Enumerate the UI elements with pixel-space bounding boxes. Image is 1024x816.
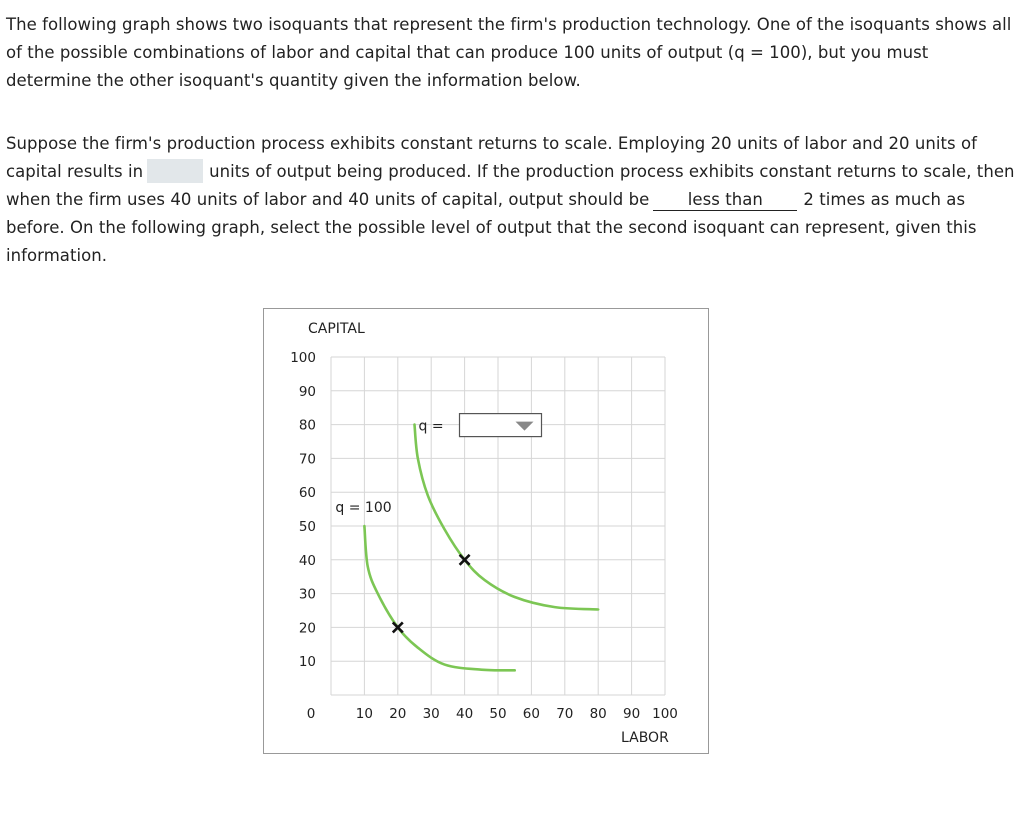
x-tick-label: 20 <box>389 706 407 722</box>
isoquant-q100-curve <box>364 526 514 670</box>
question-body <box>6 130 1016 270</box>
x-tick-label: 10 <box>355 706 373 722</box>
x-tick-label: 0 <box>306 706 316 722</box>
y-tick-label: 80 <box>298 417 316 434</box>
isoquant-chart <box>264 309 710 755</box>
isoquant-label-unknown: q = <box>418 418 444 435</box>
y-tick-label: 60 <box>298 485 316 502</box>
x-tick-label: 100 <box>652 706 678 722</box>
x-tick-label: 30 <box>422 706 440 722</box>
x-tick-label: 60 <box>522 706 540 722</box>
y-tick-label: 90 <box>298 383 316 400</box>
grid <box>331 357 665 695</box>
question-part-a: Suppose the firm's production process exhibits constant returns to scale. Employing 20 units of labor and 20 units of capital results in <box>6 134 977 181</box>
question-part-b: units of output being produced. If the production process exhibits constant returns to scale, then when the firm uses 40 units of labor and 40 units of capital, output should be <box>6 162 1015 209</box>
axis-ticks <box>290 350 678 722</box>
returns-dropdown[interactable]: less than <box>653 190 797 211</box>
y-tick-label: 100 <box>290 350 316 366</box>
y-tick-label: 10 <box>298 654 316 671</box>
x-tick-label: 50 <box>489 706 507 722</box>
x-tick-label: 70 <box>556 706 574 722</box>
y-axis-label: CAPITAL <box>308 321 365 337</box>
x-tick-label: 80 <box>589 706 607 722</box>
quantity-dropdown[interactable] <box>460 414 542 437</box>
y-tick-label: 50 <box>298 519 316 535</box>
isoquant-graph <box>263 308 709 754</box>
y-tick-label: 30 <box>298 586 316 603</box>
isoquant-curves <box>364 425 598 671</box>
output-answer-input[interactable] <box>147 159 203 183</box>
x-tick-label: 40 <box>456 706 474 722</box>
x-axis-label: LABOR <box>621 730 669 746</box>
y-tick-label: 40 <box>298 552 316 569</box>
question-intro: The following graph shows two isoquants that represent the firm's production technology. One of the isoquants shows all of the possible combinations of labor and capital that can produce 100 units of output (q = 100), but you must determine the other isoquant's quantity given the information below. <box>6 15 1012 90</box>
y-tick-label: 70 <box>298 451 316 468</box>
isoquant-label-100: q = 100 <box>335 500 392 516</box>
x-tick-label: 90 <box>623 706 641 722</box>
y-tick-label: 20 <box>298 620 316 637</box>
isoquant-unknown-curve <box>415 425 599 610</box>
question-part-c: 2 times as much as before. On the following graph, select the possible level of output that the second isoquant can represent, given this information. <box>6 190 977 265</box>
